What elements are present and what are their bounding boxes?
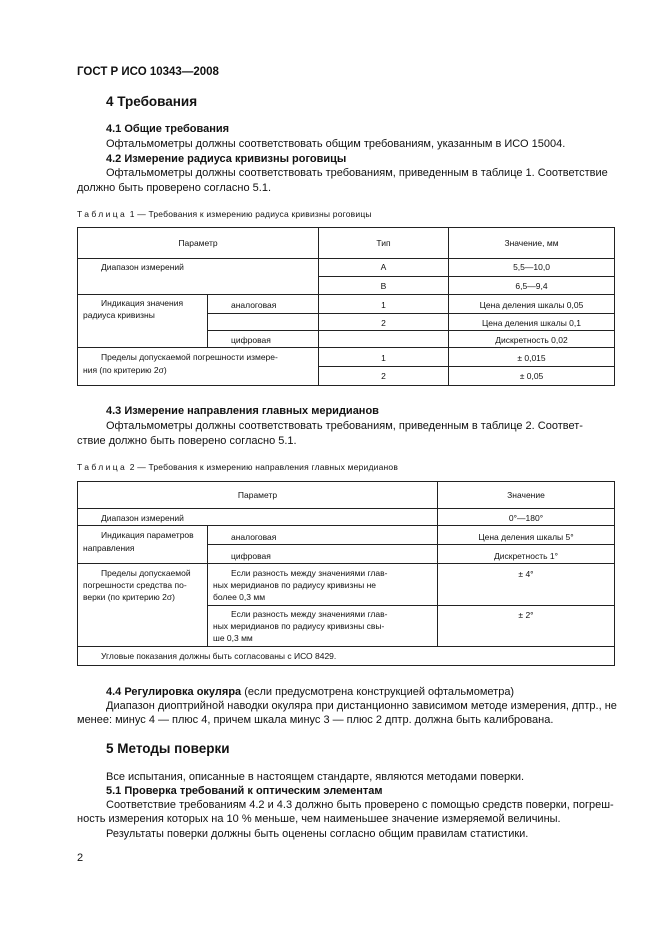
table-2-caption-text: 2 — Требования к измерению направления главных меридианов [129,462,399,472]
section-4-2-text-line1: Офтальмометры должны соответствовать требованиям, приведенным в таблице 1. Соответствие [106,167,608,179]
table-1-cell: ± 0,05 [519,371,544,381]
table-1 [77,227,615,386]
table-1-cell: 6,5—9,4 [515,281,548,291]
section-4-4-text-line1: Диапазон диоптрийной наводки окуляра при дистанционно зависимом методе измерения, дптр., не [106,700,617,712]
table-1-cell: Цена деления шкалы 0,1 [482,318,581,328]
table-2-caption-lead: Таблица [77,462,128,472]
section-4-2-text-line2: должно быть проверено согласно 5.1. [77,182,272,194]
page-number: 2 [77,852,84,864]
section-5-1-text-line2: ность измерения которых на 10 % меньше, чем наименьшее значение измеряемой величины. [77,813,561,825]
table-1-error-label: Пределы допускаемой погрешности измере- [101,352,278,362]
section-4-4-title-bold: 4.4 Регулировка окуляра [106,686,242,698]
table-1-cell: Цена деления шкалы 0,05 [479,300,584,310]
table-2-indication-label: направления [83,543,135,553]
table-1-error-label: ния (по критерию 2σ) [83,365,167,375]
table-1-cell: ± 0,015 [517,353,546,363]
section-4-title: 4 Требования [106,94,198,109]
section-5-1-text-line3: Результаты поверки должны быть оценены согласно общим правилам статистики. [106,828,529,840]
table-1-range-label: Диапазон измерений [101,262,184,272]
table-1-caption [77,209,372,219]
table-1-cell: А [380,262,387,272]
section-5-title: 5 Методы поверки [106,741,230,756]
section-5-intro: Все испытания, описанные в настоящем стандарте, являются методами поверки. [106,771,525,783]
table-1-caption-text: 1 — Требования к измерению радиуса кривизны роговицы [129,209,372,219]
section-4-2-title: 4.2 Измерение радиуса кривизны роговицы [106,153,347,165]
table-2-limits-label: верки (по критерию 2σ) [83,592,175,602]
table-2-condition-2: Если разность между значениями глав- [231,609,388,619]
table-1-header-param: Параметр [178,238,218,248]
table-2-digital-label: цифровая [231,551,271,561]
table-2-cell: Дискретность 1° [493,551,559,561]
table-1-cell: 1 [381,353,386,363]
table-2-limits-label: Пределы допускаемой [101,568,191,578]
table-1-analog-label: аналоговая [231,300,277,310]
table-2-condition-2: ных меридианов по радиусу кривизны свы- [213,621,385,631]
table-2-condition-1: ных меридианов по радиусу кривизны не [213,580,377,590]
table-1-caption-lead: Таблица [77,209,128,219]
table-1-cell: 2 [381,371,386,381]
table-1-cell: 5,5—10,0 [513,262,550,272]
table-2-cell: ± 4° [518,569,534,579]
document-id: ГОСТ Р ИСО 10343—2008 [77,66,219,78]
table-2-indication-label: Индикация параметров [101,530,194,540]
table-2-cell: ± 2° [518,610,534,620]
section-4-3-text-line2: ствие должно быть поверено согласно 5.1. [77,435,297,447]
table-2-header-value: Значение [507,490,545,500]
table-1-cell: 1 [381,300,386,310]
table-2-limits-label: погрешности средства по- [83,580,187,590]
section-4-4-text-line2: менее: минус 4 — плюс 4, причем шкала минус 3 — плюс 2 дптр. должна быть калибрована. [77,714,554,726]
table-2-range-label: Диапазон измерений [101,513,184,523]
table-1-cell: Дискретность 0,02 [495,335,568,345]
table-1-indication-label: Индикация значения [101,298,184,308]
section-4-1-title: 4.1 Общие требования [106,123,230,135]
table-2 [77,481,615,666]
table-2-analog-label: аналоговая [231,532,277,542]
table-2-footnote: Угловые показания должны быть согласованы с ИСО 8429. [101,651,337,661]
table-2-condition-1: Если разность между значениями глав- [231,568,388,578]
table-1-cell: В [380,281,387,291]
table-1-digital-label: цифровая [231,335,271,345]
section-4-3-text-line1: Офтальмометры должны соответствовать требованиям, приведенным в таблице 2. Соответ- [106,420,583,432]
table-2-condition-1: более 0,3 мм [213,592,266,602]
table-1-header-type: Тип [376,238,391,248]
section-5-1-title: 5.1 Проверка требований к оптическим элементам [106,785,383,797]
table-2-header-param: Параметр [237,490,278,500]
section-5-1-text-line1: Соответствие требованиям 4.2 и 4.3 должно быть проверено с помощью средств поверки, погреш- [106,799,614,811]
table-1-header-value: Значение, мм [504,238,559,248]
section-4-4-title-rest: (если предусмотрена конструкцией офтальмометра) [241,686,515,698]
table-1-indication-label: радиуса кривизны [83,310,155,320]
table-2-condition-2: ше 0,3 мм [213,633,253,643]
table-2-caption [77,462,398,472]
table-2-cell: Цена деления шкалы 5° [478,532,574,542]
section-4-1-text: Офтальмометры должны соответствовать общим требованиям, указанным в ИСО 15004. [106,138,566,150]
table-2-cell: 0°—180° [508,513,544,523]
table-1-cell: 2 [381,318,386,328]
section-4-3-title: 4.3 Измерение направления главных меридианов [106,405,379,417]
